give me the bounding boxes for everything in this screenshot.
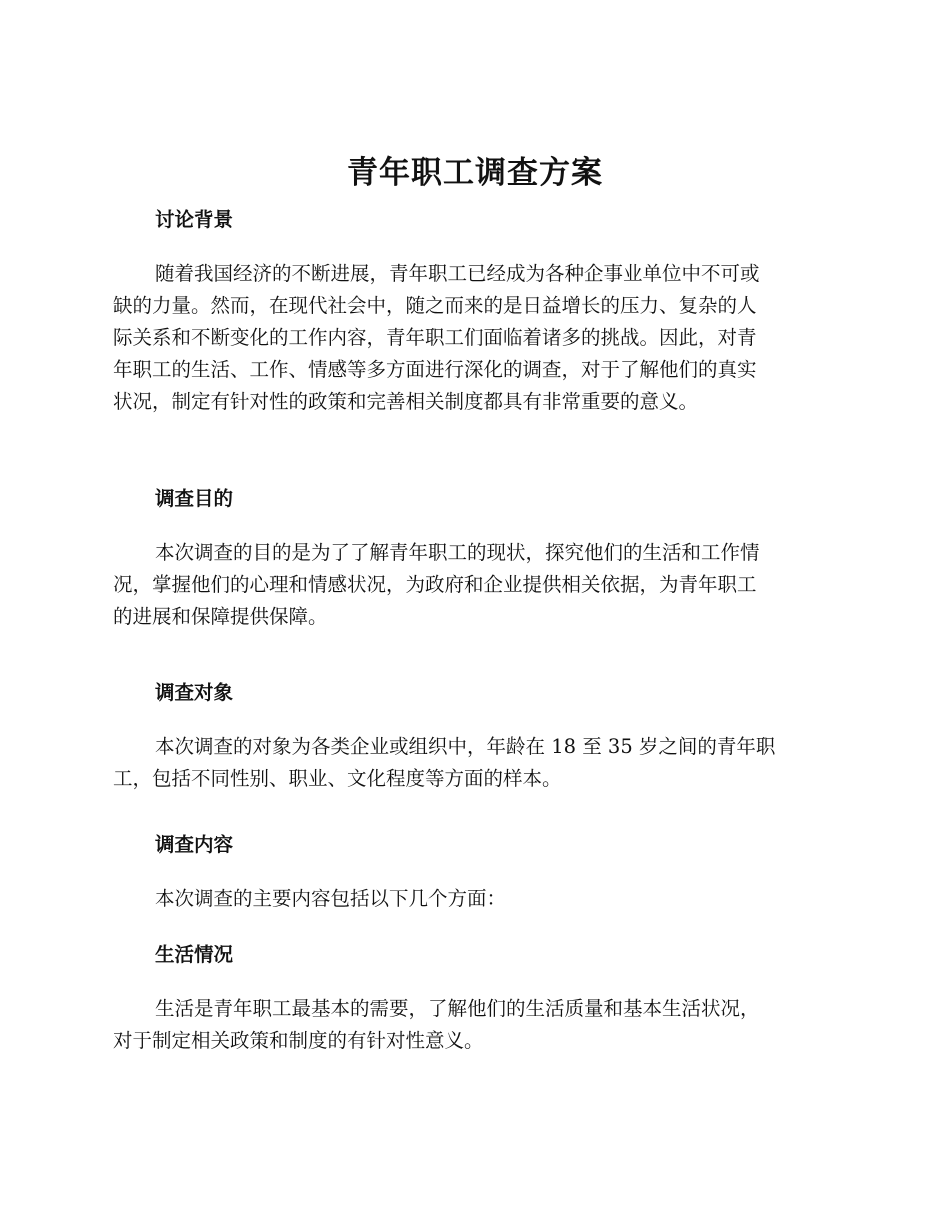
paragraph-line: 生活是青年职工最基本的需要，了解他们的生活质量和基本生活状况， xyxy=(155,997,760,1020)
paragraph-line: 本次调查的主要内容包括以下几个方面： xyxy=(155,887,507,910)
paragraph-purpose xyxy=(113,537,831,633)
document-title: 青年职工调查方案 xyxy=(347,155,603,191)
paragraph-line: 工，包括不同性别、职业、文化程度等方面的样本。 xyxy=(113,767,562,790)
paragraph-line: 随着我国经济的不断进展，青年职工已经成为各种企事业单位中不可或 xyxy=(155,262,760,285)
paragraph-line: 的进展和保障提供保障。 xyxy=(113,605,328,628)
paragraph-content xyxy=(113,883,831,915)
paragraph-line: 状况，制定有针对性的政策和完善相关制度都具有非常重要的意义。 xyxy=(113,390,699,413)
paragraph-line: 况，掌握他们的心理和情感状况，为政府和企业提供相关依据，为青年职工 xyxy=(113,573,757,596)
section-heading-background: 讨论背景 xyxy=(155,208,234,231)
paragraph-line: 缺的力量。然而，在现代社会中，随之而来的是日益增长的压力、复杂的人 xyxy=(113,294,757,317)
section-heading-subjects: 调查对象 xyxy=(155,681,234,704)
paragraph-line: 年职工的生活、工作、情感等多方面进行深化的调查，对于了解他们的真实 xyxy=(113,358,757,381)
paragraph-living xyxy=(113,993,831,1057)
section-heading-content: 调查内容 xyxy=(155,833,234,856)
paragraph-line: 本次调查的对象为各类企业或组织中，年龄在 18 至 35 岁之间的青年职 xyxy=(155,735,776,758)
paragraph-background xyxy=(113,258,831,418)
section-heading-living: 生活情况 xyxy=(155,943,234,966)
paragraph-line: 本次调查的目的是为了了解青年职工的现状，探究他们的生活和工作情 xyxy=(155,541,760,564)
paragraph-subjects xyxy=(113,731,831,795)
paragraph-line: 际关系和不断变化的工作内容，青年职工们面临着诸多的挑战。因此，对青 xyxy=(113,326,757,349)
section-heading-purpose: 调查目的 xyxy=(155,487,234,510)
paragraph-line: 对于制定相关政策和制度的有针对性意义。 xyxy=(113,1029,484,1052)
